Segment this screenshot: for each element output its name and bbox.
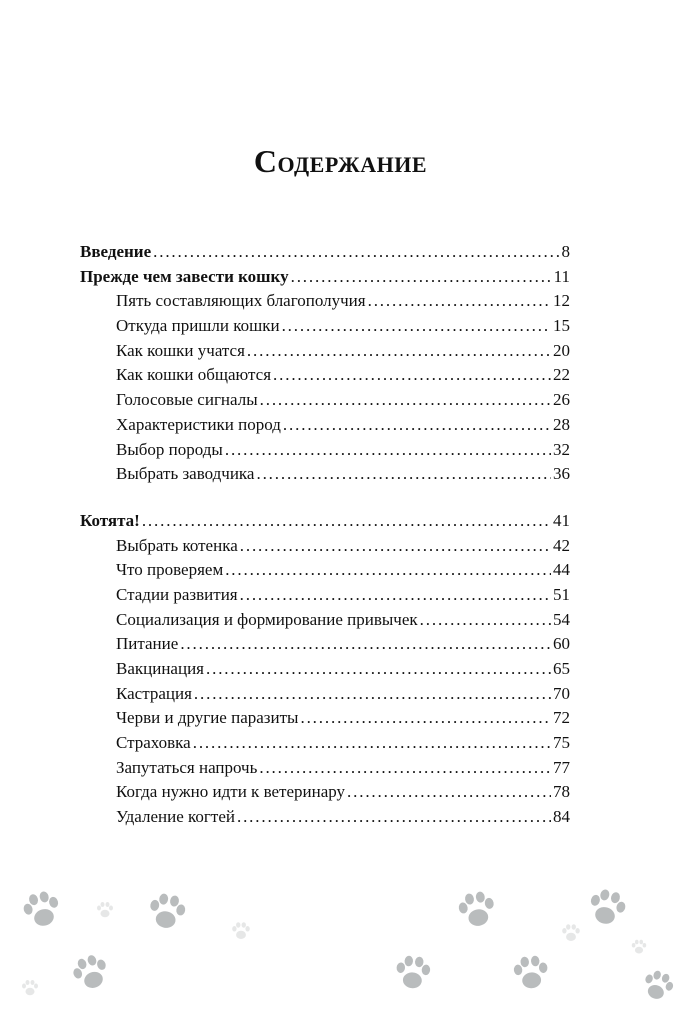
toc-entry[interactable] <box>80 682 570 707</box>
toc-section-entry[interactable] <box>80 509 570 534</box>
dot-leader <box>225 438 551 463</box>
toc-page-number: 26 <box>553 390 570 410</box>
dot-leader <box>142 509 551 534</box>
toc-page-number: 20 <box>553 340 570 360</box>
toc-entry[interactable] <box>80 583 570 608</box>
toc-entry[interactable] <box>80 805 570 830</box>
toc-page-number: 78 <box>553 782 570 802</box>
toc-entry[interactable] <box>80 756 570 781</box>
toc-page-number: 65 <box>553 659 570 678</box>
toc-entry[interactable] <box>80 388 570 413</box>
toc-entry-title: Выбор породы <box>116 439 223 459</box>
toc-page-number: 36 <box>553 464 570 484</box>
dot-leader <box>237 805 551 830</box>
toc-entry-title: Что проверяем <box>116 560 224 580</box>
dot-leader <box>193 731 551 756</box>
dot-leader <box>240 534 551 559</box>
toc-page-number: 60 <box>553 634 570 654</box>
toc-page-number: 11 <box>553 266 570 286</box>
toc-page-number: 41 <box>553 510 570 530</box>
paw-print-icon <box>455 888 499 937</box>
toc-page-number: 22 <box>553 365 570 385</box>
toc-page-number: 51 <box>553 584 570 604</box>
toc-section-entry[interactable] <box>80 265 570 290</box>
dot-leader <box>180 632 551 657</box>
toc-entry-title: Удаление когтей <box>116 807 235 827</box>
toc-page-number: 44 <box>553 560 570 580</box>
toc-entry-title: Пять составляющих благополучия <box>116 291 366 311</box>
toc-page-number: 15 <box>553 316 570 336</box>
toc-entry-title: Как кошки общаются <box>116 365 272 385</box>
toc-page-number: 54 <box>553 609 570 629</box>
toc-entry[interactable] <box>80 534 570 559</box>
toc-entry[interactable] <box>80 413 570 438</box>
dot-leader <box>247 339 551 364</box>
toc-entry-title: Откуда пришли кошки <box>116 316 280 336</box>
page-title: Содержание <box>253 143 428 179</box>
toc-entry-title: Социализация и формирование привычек <box>116 609 418 629</box>
toc-entry-title: Выбрать заводчика <box>116 464 255 484</box>
dot-leader <box>282 314 551 339</box>
paw-print-icon <box>630 938 648 961</box>
toc-entry-title: Стадии развития <box>116 584 238 604</box>
toc-page-number: 42 <box>553 535 570 555</box>
paw-print-icon <box>20 888 64 937</box>
paw-print-icon <box>510 952 552 999</box>
toc-section-entry[interactable] <box>80 240 570 265</box>
paw-print-icon <box>585 886 629 935</box>
paw-print-icon <box>640 968 676 1009</box>
toc-entry-title: Питание <box>116 634 179 654</box>
paw-print-icon <box>20 978 40 1003</box>
toc-entry-title: Страховка <box>116 733 191 753</box>
paw-print-icon <box>95 900 115 925</box>
toc-entry[interactable] <box>80 632 570 657</box>
toc-entry[interactable] <box>80 289 570 314</box>
dot-leader <box>368 289 551 314</box>
toc-entry-title: Голосовые сигналы <box>116 390 258 410</box>
toc-entry-title: Вакцинация <box>116 659 204 678</box>
paw-print-icon <box>70 952 112 999</box>
toc-entry[interactable] <box>80 438 570 463</box>
toc-entry-title: Когда нужно идти к ветеринару <box>116 782 346 802</box>
dot-leader <box>260 388 551 413</box>
paw-prints-decoration <box>0 860 681 1000</box>
toc-page-number: 77 <box>553 757 570 777</box>
paw-print-icon <box>230 920 252 947</box>
toc-page-number: 32 <box>553 439 570 459</box>
toc-entry[interactable] <box>80 706 570 731</box>
toc-entry[interactable] <box>80 731 570 756</box>
toc-entry[interactable] <box>80 314 570 339</box>
toc-entry[interactable] <box>80 339 570 364</box>
dot-leader <box>194 682 551 707</box>
dot-leader <box>273 363 551 388</box>
toc-page-number: 84 <box>553 807 570 827</box>
toc-entry[interactable] <box>80 657 570 682</box>
toc-page-number: 12 <box>553 291 570 311</box>
toc-page-number: 70 <box>553 683 570 703</box>
toc-entry-title: Кастрация <box>116 683 192 703</box>
toc-entry[interactable] <box>80 363 570 388</box>
dot-leader <box>206 657 551 682</box>
toc-entry-title: Прежде чем завести кошку <box>80 266 289 286</box>
toc-entry-title: Введение <box>80 242 152 261</box>
toc-page-number: 75 <box>553 733 570 753</box>
toc-page-number: 72 <box>553 708 570 728</box>
toc-page-number: 8 <box>561 242 570 261</box>
toc-entry-title: Запутаться напрочь <box>116 757 258 777</box>
dot-leader <box>240 583 551 608</box>
toc-entry-title: Выбрать котенка <box>116 535 238 555</box>
table-of-contents <box>80 240 570 830</box>
dot-leader <box>283 413 551 438</box>
toc-entry[interactable] <box>80 558 570 583</box>
paw-print-icon <box>392 952 434 999</box>
toc-entry[interactable] <box>80 608 570 633</box>
toc-entry-title: Котята! <box>80 510 140 530</box>
dot-leader <box>420 608 551 633</box>
toc-entry[interactable] <box>80 462 570 487</box>
paw-print-icon <box>145 890 189 939</box>
dot-leader <box>347 780 551 805</box>
dot-leader <box>225 558 551 583</box>
toc-entry[interactable] <box>80 780 570 805</box>
paw-print-icon <box>560 922 582 949</box>
toc-entry-title: Характеристики пород <box>116 414 281 434</box>
toc-page-number: 28 <box>553 414 570 434</box>
dot-leader <box>256 462 551 487</box>
toc-entry-title: Как кошки учатся <box>116 340 245 360</box>
toc-entry-title: Черви и другие паразиты <box>116 708 299 728</box>
dot-leader <box>153 240 559 265</box>
dot-leader <box>291 265 552 290</box>
dot-leader <box>259 756 551 781</box>
dot-leader <box>300 706 551 731</box>
